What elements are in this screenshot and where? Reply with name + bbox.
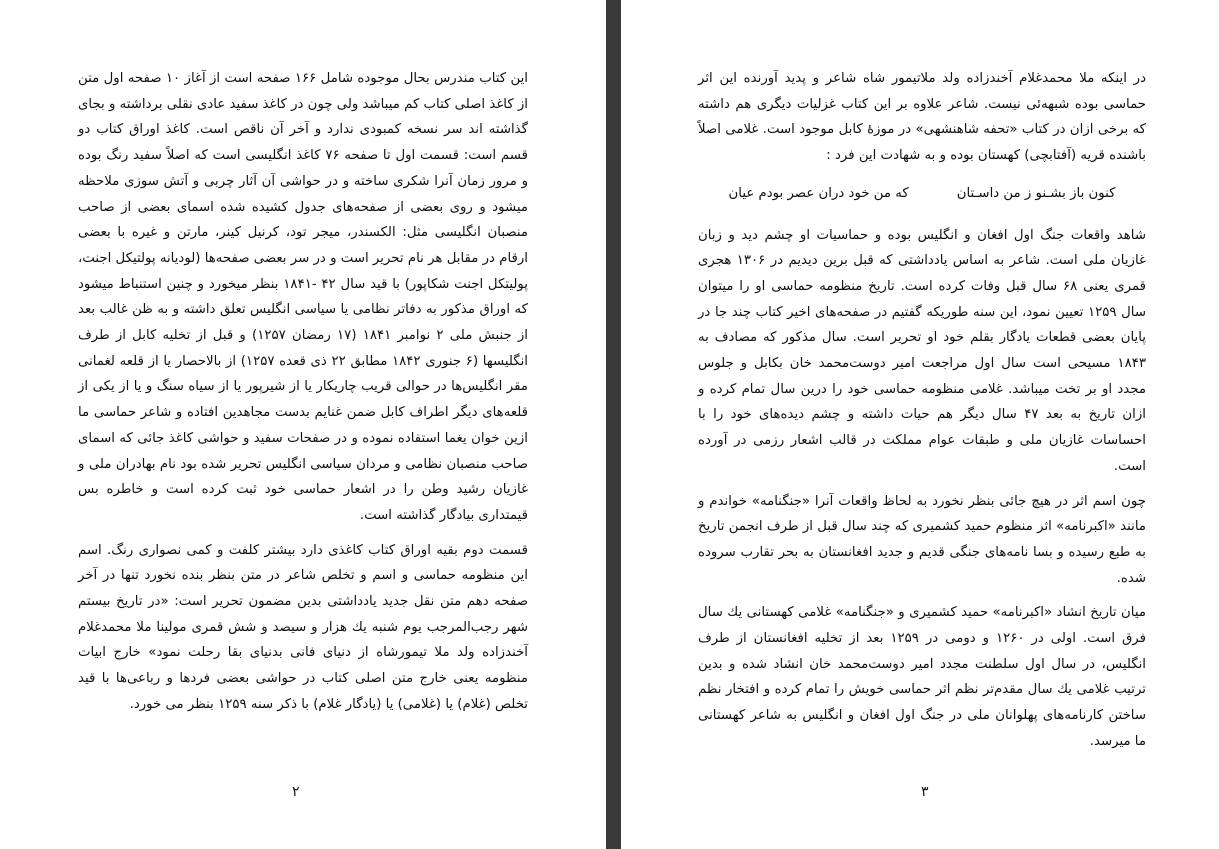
right-intro-paragraph: در اینکه ملا محمدغلام آخندزاده ولد ملاتیمور شاه شاعر و پدید آورنده این اثر حماسی بوده شبهه‌ئی نیست. شاعر علاوه بر این کتاب غزلیات دیگری هم داشته که برخی ازان در کتاب «تحفه شاهنشهی» در موزهٔ کابل موجود است. غلامی اصلاً باشنده قریه (آفتابچی) کهستان بوده و به شهادت این فرد : — [698, 71, 1146, 164]
right-page-number: ۳ — [921, 784, 929, 800]
left-paragraph-1: این کتاب مندرس بحال موجوده شامل ۱۶۶ صفحه است از آغاز ۱۰ صفحه اول متن از کاغذ اصلی کتاب کم میباشد ولی چون در کاغذ سفید عادی نقلی برداشته و بجای گذاشته اند سر نسخه کمبودی ندارد و آخر آن ناقص است. کاغذ اوراق کتاب دو قسم است: قسمت اول تا صفحه ۷۶ کاغذ انگلیسی است که اصلاً سفید رنگ بوده و مرور زمان آنرا شکری ساخته و در حواشی آن آثار چربی و آتش سوزی ملاحظه میشود و روی بعضی از صفحه‌های جدول کشیده شده اسمای بعضی از صاحب منصبان انگلیسی مثل: الکسندر، میجر تود، کرنیل کینر، مارتن و غیره با بعضی ارقام در مقابل هر نام تحریر است و در سر بعضی صفحه‌ها (لودیانه پولتیکل اجنت، پولیتکل اجنت شکاپور) با قید سال ۴۲ -۱۸۴۱ بنظر میخورد و چنین استنباط میشود که اوراق مذکور به دفاتر نظامی یا سیاسی انگلیس تعلق داشته و به ظن غالب بعد از جنبش ملی ۲ نوامبر ۱۸۴۱ (۱۷ رمضان ۱۲۵۷) و قبل از تخلیه کابل از طرف انگلیسها (۶ جنوری ۱۸۴۲ مطابق ۲۲ ذی قعده ۱۲۵۷) از بالاحصار یا از قلعه لغمانی مقر انگلیس‌ها در حوالی قریب چاریکار یا از شیرپور یا از سیاه سنگ و یا از یکی از قلعه‌های دیگر اطراف کابل ضمن غنایم بدست مجاهدین افتاده و شاعر حماسی ما ازین خوان یغما استفاده نموده و در صفحات سفید و حواشی کاغذ جائی که اسمای صاحب منصبان نظامی و مردان سیاسی انگلیس تحریر شده بود نام بهادران ملی و غازیان رشید وطن را در اشعار حماسی خود ثبت کرده است و خاطره بس قیمتداری بیادگار گذاشته است. — [78, 71, 528, 523]
right-paragraph-1: شاهد واقعات جنگ اول افغان و انگلیس بوده و حماسیات او چشم دید و زبان غازیان ملی است. شاعر به اساس یادداشتی که قبل برین دیدیم در ۱۳۰۶ هجری قمری یعنی ۶۸ سال قبل وفات کرده است. تاریخ منظومه حماسی او را میتوان سال ۱۲۵۹ تعیین نمود، این سنه طوریکه گفتیم در صفحه‌های اخیر کتاب چند جا در پایان بعضی قطعات یادگار بقلم خود او تحریر است. سال مذکور که مصادف به ۱۸۴۳ مسیحی است سال اول مراجعت امیر دوست‌محمد خان بکابل و جلوس مجدد او بر تخت میباشد. غلامی منظومه حماسی خود را درین سال تمام کرده و ازان تاریخ به بعد ۴۷ سال دیگر هم حیات داشته و چشم دیده‌های خود را با احساسات غازیان ملی و طبقات عوام مملکت در قالب اشعار رزمی در آورده است. — [698, 227, 1146, 474]
book-gutter — [606, 0, 621, 849]
left-page-text — [78, 66, 528, 727]
right-page — [621, 0, 1219, 849]
left-paragraph-2: قسمت دوم بقیه اوراق کتاب کاغذی دارد بیشتر کلفت و کمی نصواری رنگ. اسم این منظومه حماسی و اسم و تخلص شاعر در متن بنظر بنده نخورد تنها در آخر صفحه دهم متن نقل جدید یادداشتی بدین مضمون تحریر است: «در تاریخ بیستم شهر رجب‌المرجب یوم شنبه یك هزار و سیصد و شش قمری مولینا ملا محمدغلام آخندزاده ولد ملا تیمورشاه از دنیای فانی بدنیای بقا رحلت نمود» خارج ابیات منظومه یعنی خارج متن اصلی کتاب در حواشی بعضی فردها و رباعی‌ها با قید تخلص (غلام) یا (غلامی) یا (یادگار غلام) با ذکر سنه ۱۲۵۹ بنظر می خورد. — [78, 542, 528, 712]
right-paragraph-3: میان تاریخ انشاد «اکبرنامه» حمید کشمیری و «جنگنامه» غلامی کهستانی یك سال فرق است. اولی در ۱۲۶۰ و دومی در ۱۲۵۹ بعد از تخلیه افغانستان از طرف انگلیس، در سال اول سلطنت مجدد امیر دوست‌محمد خان انشاد شده و بدین ترتیب غلامی یك سال مقدم‌تر نظم اثر حماسی خویش را تمام کرده و افتخار نظم ساختن کارنامه‌های پهلوانان ملی در جنگ اول افغان و انگلیس به شاعر کهستانی ما میرسد. — [698, 605, 1146, 749]
left-page-number: ۲ — [292, 784, 300, 800]
verse-couplet — [698, 181, 1146, 207]
left-page — [0, 0, 606, 849]
right-paragraph-2: چون اسم اثر در هیچ جائی بنظر نخورد به لحاظ واقعات آنرا «جنگنامه» خواندم و مانند «اکبرنامه» اثر منظوم حمید کشمیری که چند سال قبل از طرف انجمن تاریخ به طبع رسیده و بسا نامه‌های جنگی قدیم و جدید افغانستان به بحر تقارب سروده شده. — [698, 493, 1146, 586]
verse-hemistich-1: کنون باز بشـنو ز من داسـتان — [956, 185, 1116, 201]
right-page-text — [698, 66, 1146, 764]
verse-hemistich-2: که من خود دران عصر بودم عیان — [728, 185, 909, 201]
